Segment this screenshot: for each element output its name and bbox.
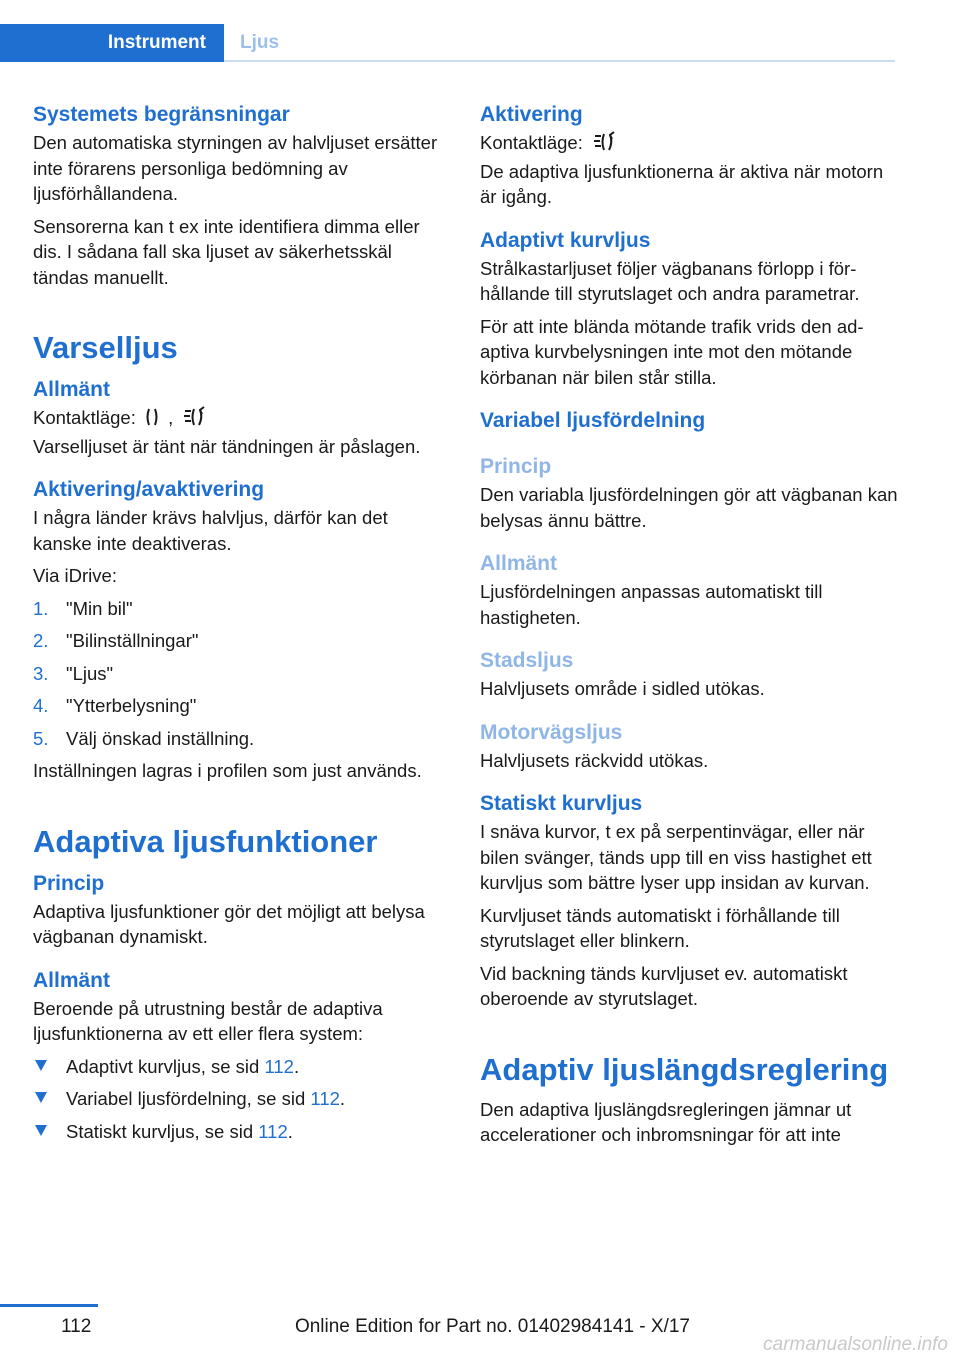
section-heading-aktivering-avaktivering: Aktivering/avaktivering	[33, 478, 265, 501]
section-heading-variabel: Variabel ljusfördelning	[480, 409, 706, 432]
section-heading-allmant: Allmänt	[33, 378, 111, 401]
page-number: 112	[61, 1316, 92, 1337]
ignition-on-icon	[182, 405, 208, 434]
list-item: 4. "Ytterbelysning"	[33, 695, 197, 716]
kontaktlage-separator: ,	[168, 407, 174, 428]
paragraph: Halvljusets räckvidd utökas.	[480, 749, 709, 771]
page-link[interactable]: 112	[264, 1055, 294, 1077]
section-heading-princip: Princip	[33, 871, 105, 895]
paragraph: Ljusfördelningen anpassas automatiskt till hastigheten.	[480, 581, 823, 628]
list-item: Statiskt kurvljus, se sid 112.	[33, 1119, 451, 1145]
subsection-heading-princip: Princip	[480, 455, 552, 478]
header-rule	[224, 60, 895, 62]
tab-instrument[interactable]: Instrument	[0, 24, 224, 62]
paragraph: Den adaptiva ljuslängdsregleringen jämnar ut accelerationer och inbromsningar för att inte	[480, 1098, 852, 1145]
chapter-heading-adaptiva: Adaptiva ljusfunktioner	[33, 823, 378, 859]
section-heading-aktivering: Aktivering	[480, 103, 583, 126]
kontaktlage-label: Kontaktläge:	[33, 407, 136, 428]
paragraph: I några länder krävs halvljus, därför kan det kanske inte deaktiveras.	[33, 507, 388, 554]
section-heading-begransningar: Systemets begränsningar	[33, 103, 290, 126]
kontaktlage-line	[480, 130, 898, 159]
subsection-heading-motorvagsljus: Motorvägsljus	[480, 720, 623, 744]
paragraph: Sensorerna kan t ex inte identifiera dimma eller dis. I sådana fall ska ljuset av säkerhetsskäl tändas manuellt.	[33, 215, 420, 288]
kontaktlage-label: Kontaktläge:	[480, 132, 583, 153]
page-link[interactable]: 112	[258, 1120, 288, 1142]
bullet-triangle-icon	[35, 1125, 47, 1136]
paragraph: Den variabla ljusfördelningen gör att vägbanan kan belysas ännu bättre.	[480, 484, 898, 531]
tab-ljus[interactable]: Ljus	[240, 32, 280, 53]
list-item: 3. "Ljus"	[33, 662, 114, 684]
chapter-heading-varselljus: Varselljus	[33, 330, 178, 365]
paragraph: De adaptiva ljusfunktionerna är aktiva när motorn är igång.	[480, 160, 884, 207]
idrive-steps-list	[33, 596, 451, 752]
paragraph: Inställningen lagras i profilen som just används.	[33, 760, 422, 781]
paragraph: Kurvljuset tänds automatiskt i förhållande till styrutslaget eller blinkern.	[480, 904, 840, 951]
list-item: Variabel ljusfördelning, se sid 112.	[33, 1086, 451, 1112]
left-column	[33, 100, 451, 1151]
paragraph: Via iDrive:	[33, 565, 117, 586]
bullet-triangle-icon	[35, 1092, 47, 1103]
paragraph: Adaptiva ljusfunktioner gör det möjligt att belysa vägbanan dynamiskt.	[33, 900, 425, 947]
ignition-radio-icon	[145, 407, 159, 434]
paragraph: Beroende på utrustning består de adaptiva ljusfunktionerna av ett eller flera system:	[33, 997, 383, 1044]
paragraph: Vid backning tänds kurvljuset ev. automatiskt oberoende av styrutslaget.	[480, 962, 848, 1009]
ignition-on-icon	[592, 130, 618, 159]
paragraph: Strålkastarljuset följer vägbanans förlopp i förhållande till styrutslaget och andra parametrar.	[480, 257, 860, 304]
section-heading-adaptivt-kurvljus: Adaptivt kurvljus	[480, 228, 651, 252]
list-item: 2. "Bilinställningar"	[33, 630, 199, 651]
chapter-heading-ljuslangd: Adaptiv ljuslängdsreglering	[480, 1051, 889, 1087]
list-item: 5. Välj önskad inställning.	[33, 727, 255, 749]
paragraph: För att inte blända mötande trafik vrids den adaptiva kurvbelysningen inte mot den mötande körbanan när bilen står stilla.	[480, 315, 864, 388]
edition-line: Online Edition for Part no. 01402984141 - X/17	[294, 1316, 690, 1337]
page-link[interactable]: 112	[310, 1088, 340, 1109]
paragraph: Varselljuset är tänt när tändningen är påslagen.	[33, 435, 421, 457]
watermark: carmanualsonline.info	[763, 1334, 948, 1355]
list-item: 1. "Min bil"	[33, 597, 133, 619]
paragraph: Den automatiska styrningen av halvljuset ersätter inte förarens personliga bedömning av ljusförhållandena.	[33, 132, 438, 204]
paragraph: Halvljusets område i sidled utökas.	[480, 678, 765, 699]
right-column	[480, 100, 898, 1148]
section-heading-allmant: Allmänt	[33, 968, 111, 992]
section-heading-statiskt-kurvljus: Statiskt kurvljus	[480, 792, 643, 815]
list-item: Adaptivt kurvljus, se sid 112.	[33, 1054, 451, 1080]
header-tabs	[0, 24, 895, 62]
bullet-triangle-icon	[35, 1060, 47, 1071]
kontaktlage-line	[33, 405, 451, 434]
subsection-heading-stadsljus: Stadsljus	[480, 649, 574, 672]
system-bullet-list	[33, 1054, 451, 1145]
paragraph: I snäva kurvor, t ex på serpentinvägar, eller när bilen svänger, tänds upp till en viss hastighet ett kurvljus som bättre lyser upp insidan av kurvan.	[480, 821, 872, 893]
footer-rule	[0, 1304, 98, 1307]
subsection-heading-allmant: Allmänt	[480, 552, 558, 575]
